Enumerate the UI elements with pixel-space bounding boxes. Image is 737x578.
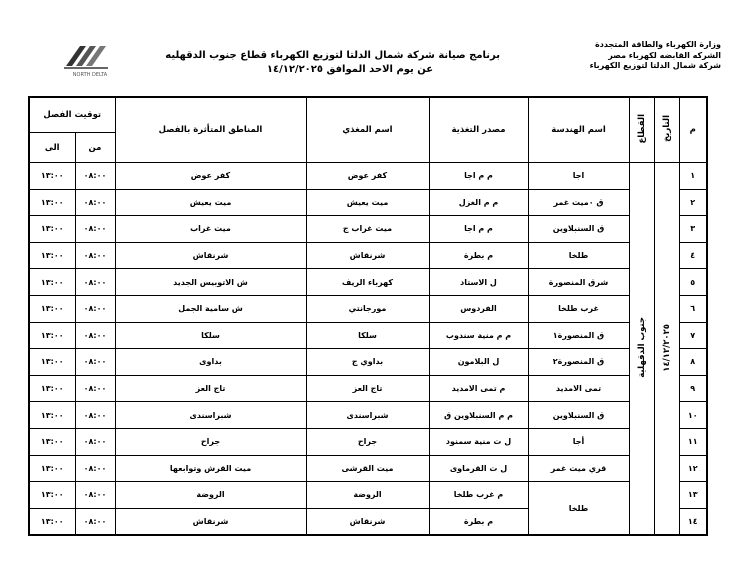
cell-from: ٠٨:٠٠: [75, 482, 115, 509]
cell-feeder: شرنقاش: [306, 508, 429, 535]
col-header-engineering: اسم الهندسة: [528, 97, 629, 163]
cell-areas: بداوى: [115, 349, 306, 376]
cell-areas: ش سامية الجمل: [115, 295, 306, 322]
cell-m: ١١: [679, 428, 707, 455]
col-header-m: م: [679, 97, 707, 163]
cell-source: م بطرة: [429, 508, 528, 535]
cell-areas: شرنقاش: [115, 242, 306, 269]
table-row: [29, 322, 707, 349]
cell-source: م م الغزل: [429, 189, 528, 216]
cell-engineering: ق المنصورة١: [528, 322, 629, 349]
cell-from: ٠٨:٠٠: [75, 216, 115, 243]
cell-areas: ميت يعيش: [115, 189, 306, 216]
table-row: [29, 242, 707, 269]
cell-m: ٤: [679, 242, 707, 269]
cell-from: ٠٨:٠٠: [75, 349, 115, 376]
sector-label: جنوب الدقهلية: [636, 317, 647, 379]
cell-source: ل البلامون: [429, 349, 528, 376]
company-logo: [58, 40, 118, 80]
cell-engineering: ق السنبلاوين: [528, 402, 629, 429]
table-row: [29, 295, 707, 322]
cell-m: ٩: [679, 375, 707, 402]
cell-areas: سلكا: [115, 322, 306, 349]
cell-feeder: جراح: [306, 428, 429, 455]
cell-from: ٠٨:٠٠: [75, 163, 115, 190]
cell-to: ١٣:٠٠: [29, 508, 75, 535]
cell-source: م غرب طلخا: [429, 482, 528, 509]
cell-m: ١٤: [679, 508, 707, 535]
cell-source: م م منية سندوب: [429, 322, 528, 349]
col-header-date: [654, 97, 679, 163]
cell-engineering: غرب طلخا: [528, 295, 629, 322]
cell-feeder: ميت يعيش: [306, 189, 429, 216]
cell-from: ٠٨:٠٠: [75, 508, 115, 535]
ministry-header: [561, 40, 721, 72]
cell-m: ١: [679, 163, 707, 190]
cell-to: ١٣:٠٠: [29, 269, 75, 296]
ministry-line: الشركه القابضه لكهرباء مصر: [608, 50, 721, 60]
cell-source: م م اجا: [429, 163, 528, 190]
table-row: [29, 455, 707, 482]
cell-feeder: بداوي ج: [306, 349, 429, 376]
cell-m: ١٢: [679, 455, 707, 482]
col-header-feeder: اسم المغذي: [306, 97, 429, 163]
cell-areas: تاج العز: [115, 375, 306, 402]
cell-date: [654, 163, 679, 536]
cell-areas: ش الاتوبيس الجديد: [115, 269, 306, 296]
cell-source: ل ت القرماوى: [429, 455, 528, 482]
cell-from: ٠٨:٠٠: [75, 428, 115, 455]
cell-to: ١٣:٠٠: [29, 189, 75, 216]
title-block: [165, 49, 500, 77]
cell-to: ١٣:٠٠: [29, 375, 75, 402]
cell-from: ٠٨:٠٠: [75, 455, 115, 482]
cell-sector: [629, 163, 654, 536]
cell-engineering: تمى الامديد: [528, 375, 629, 402]
col-header-to: الى: [29, 133, 75, 163]
cell-from: ٠٨:٠٠: [75, 322, 115, 349]
cell-to: ١٣:٠٠: [29, 402, 75, 429]
cell-areas: شبراسندى: [115, 402, 306, 429]
cell-areas: جراح: [115, 428, 306, 455]
cell-feeder: تاج العز: [306, 375, 429, 402]
cell-engineering: أجا: [528, 428, 629, 455]
table-row: [29, 269, 707, 296]
cell-feeder: شرنقاش: [306, 242, 429, 269]
cell-source: م م السنبلاوين ق: [429, 402, 528, 429]
cell-to: ١٣:٠٠: [29, 242, 75, 269]
table-row: [29, 216, 707, 243]
logo-icon: [58, 40, 118, 72]
col-header-sector: [629, 97, 654, 163]
table-row: [29, 482, 707, 509]
date-header-label: التاريخ: [661, 115, 672, 142]
cell-to: ١٣:٠٠: [29, 428, 75, 455]
logo-text: NORTH DELTA: [72, 72, 108, 78]
cell-from: ٠٨:٠٠: [75, 295, 115, 322]
cell-to: ١٣:٠٠: [29, 455, 75, 482]
cell-source: م بطرة: [429, 242, 528, 269]
cell-engineering: شرق المنصورة: [528, 269, 629, 296]
cell-m: ٨: [679, 349, 707, 376]
cell-engineering: ق المنصورة٢: [528, 349, 629, 376]
table-row: [29, 375, 707, 402]
cell-to: ١٣:٠٠: [29, 482, 75, 509]
cell-engineering: قري ميت غمر: [528, 455, 629, 482]
cell-engineering: طلخا: [528, 482, 629, 536]
cell-engineering: اجا: [528, 163, 629, 190]
cell-feeder: كهرباء الريف: [306, 269, 429, 296]
cell-engineering: ق ٠ميت غمر: [528, 189, 629, 216]
col-header-areas: المناطق المتأثرة بالفصل: [115, 97, 306, 163]
cell-m: ٦: [679, 295, 707, 322]
cell-areas: كفر عوض: [115, 163, 306, 190]
cell-from: ٠٨:٠٠: [75, 402, 115, 429]
cell-areas: شرنقاش: [115, 508, 306, 535]
cell-to: ١٣:٠٠: [29, 349, 75, 376]
table-row: [29, 189, 707, 216]
cell-m: ١٣: [679, 482, 707, 509]
cell-m: ٥: [679, 269, 707, 296]
cell-from: ٠٨:٠٠: [75, 375, 115, 402]
cell-source: ل الاستاد: [429, 269, 528, 296]
cell-to: ١٣:٠٠: [29, 322, 75, 349]
cell-to: ١٣:٠٠: [29, 216, 75, 243]
schedule-body: [29, 163, 707, 536]
table-row: [29, 402, 707, 429]
cell-feeder: شبراسندى: [306, 402, 429, 429]
cell-m: ٢: [679, 189, 707, 216]
cell-feeder: ميت القرشى: [306, 455, 429, 482]
cell-to: ١٣:٠٠: [29, 163, 75, 190]
cell-areas: ميت القرش وتوابعها: [115, 455, 306, 482]
cell-feeder: كفر عوض: [306, 163, 429, 190]
table-row: [29, 428, 707, 455]
cell-source: م تمى الامديد: [429, 375, 528, 402]
table-row: [29, 163, 707, 190]
col-header-time: توقيت الفصل: [29, 97, 115, 133]
date-label: ١٤/١٢/٢٠٢٥: [661, 323, 672, 372]
col-header-source: مصدر التغذية: [429, 97, 528, 163]
cell-feeder: الروضة: [306, 482, 429, 509]
ministry-line: وزارة الكهرباء والطاقة المتجددة: [595, 40, 721, 49]
page-title: برنامج صيانة شركة شمال الدلتا لتوزيع الكهرباء قطاع جنوب الدقهليه: [165, 50, 500, 61]
cell-source: م م اجا: [429, 216, 528, 243]
cell-engineering: طلخا: [528, 242, 629, 269]
schedule-table: [28, 96, 708, 536]
col-header-from: من: [75, 133, 115, 163]
cell-areas: الروضة: [115, 482, 306, 509]
page-date-subtitle: عن يوم الاحد الموافق ١٤/١٢/٢٠٢٥: [266, 64, 434, 75]
ministry-line: شركة شمال الدلتا لتوزيع الكهرباء: [589, 61, 721, 70]
cell-engineering: ق السنبلاوين: [528, 216, 629, 243]
cell-m: ٧: [679, 322, 707, 349]
cell-source: ل ت منية سمنود: [429, 428, 528, 455]
sector-header-label: القطاع: [636, 113, 647, 144]
cell-from: ٠٨:٠٠: [75, 269, 115, 296]
cell-feeder: مورجانتي: [306, 295, 429, 322]
cell-from: ٠٨:٠٠: [75, 242, 115, 269]
cell-m: ٣: [679, 216, 707, 243]
cell-to: ١٣:٠٠: [29, 295, 75, 322]
cell-m: ١٠: [679, 402, 707, 429]
cell-feeder: سلكا: [306, 322, 429, 349]
cell-areas: ميت غراب: [115, 216, 306, 243]
cell-from: ٠٨:٠٠: [75, 189, 115, 216]
table-row: [29, 349, 707, 376]
cell-feeder: ميت غراب ج: [306, 216, 429, 243]
cell-source: الفردوس: [429, 295, 528, 322]
